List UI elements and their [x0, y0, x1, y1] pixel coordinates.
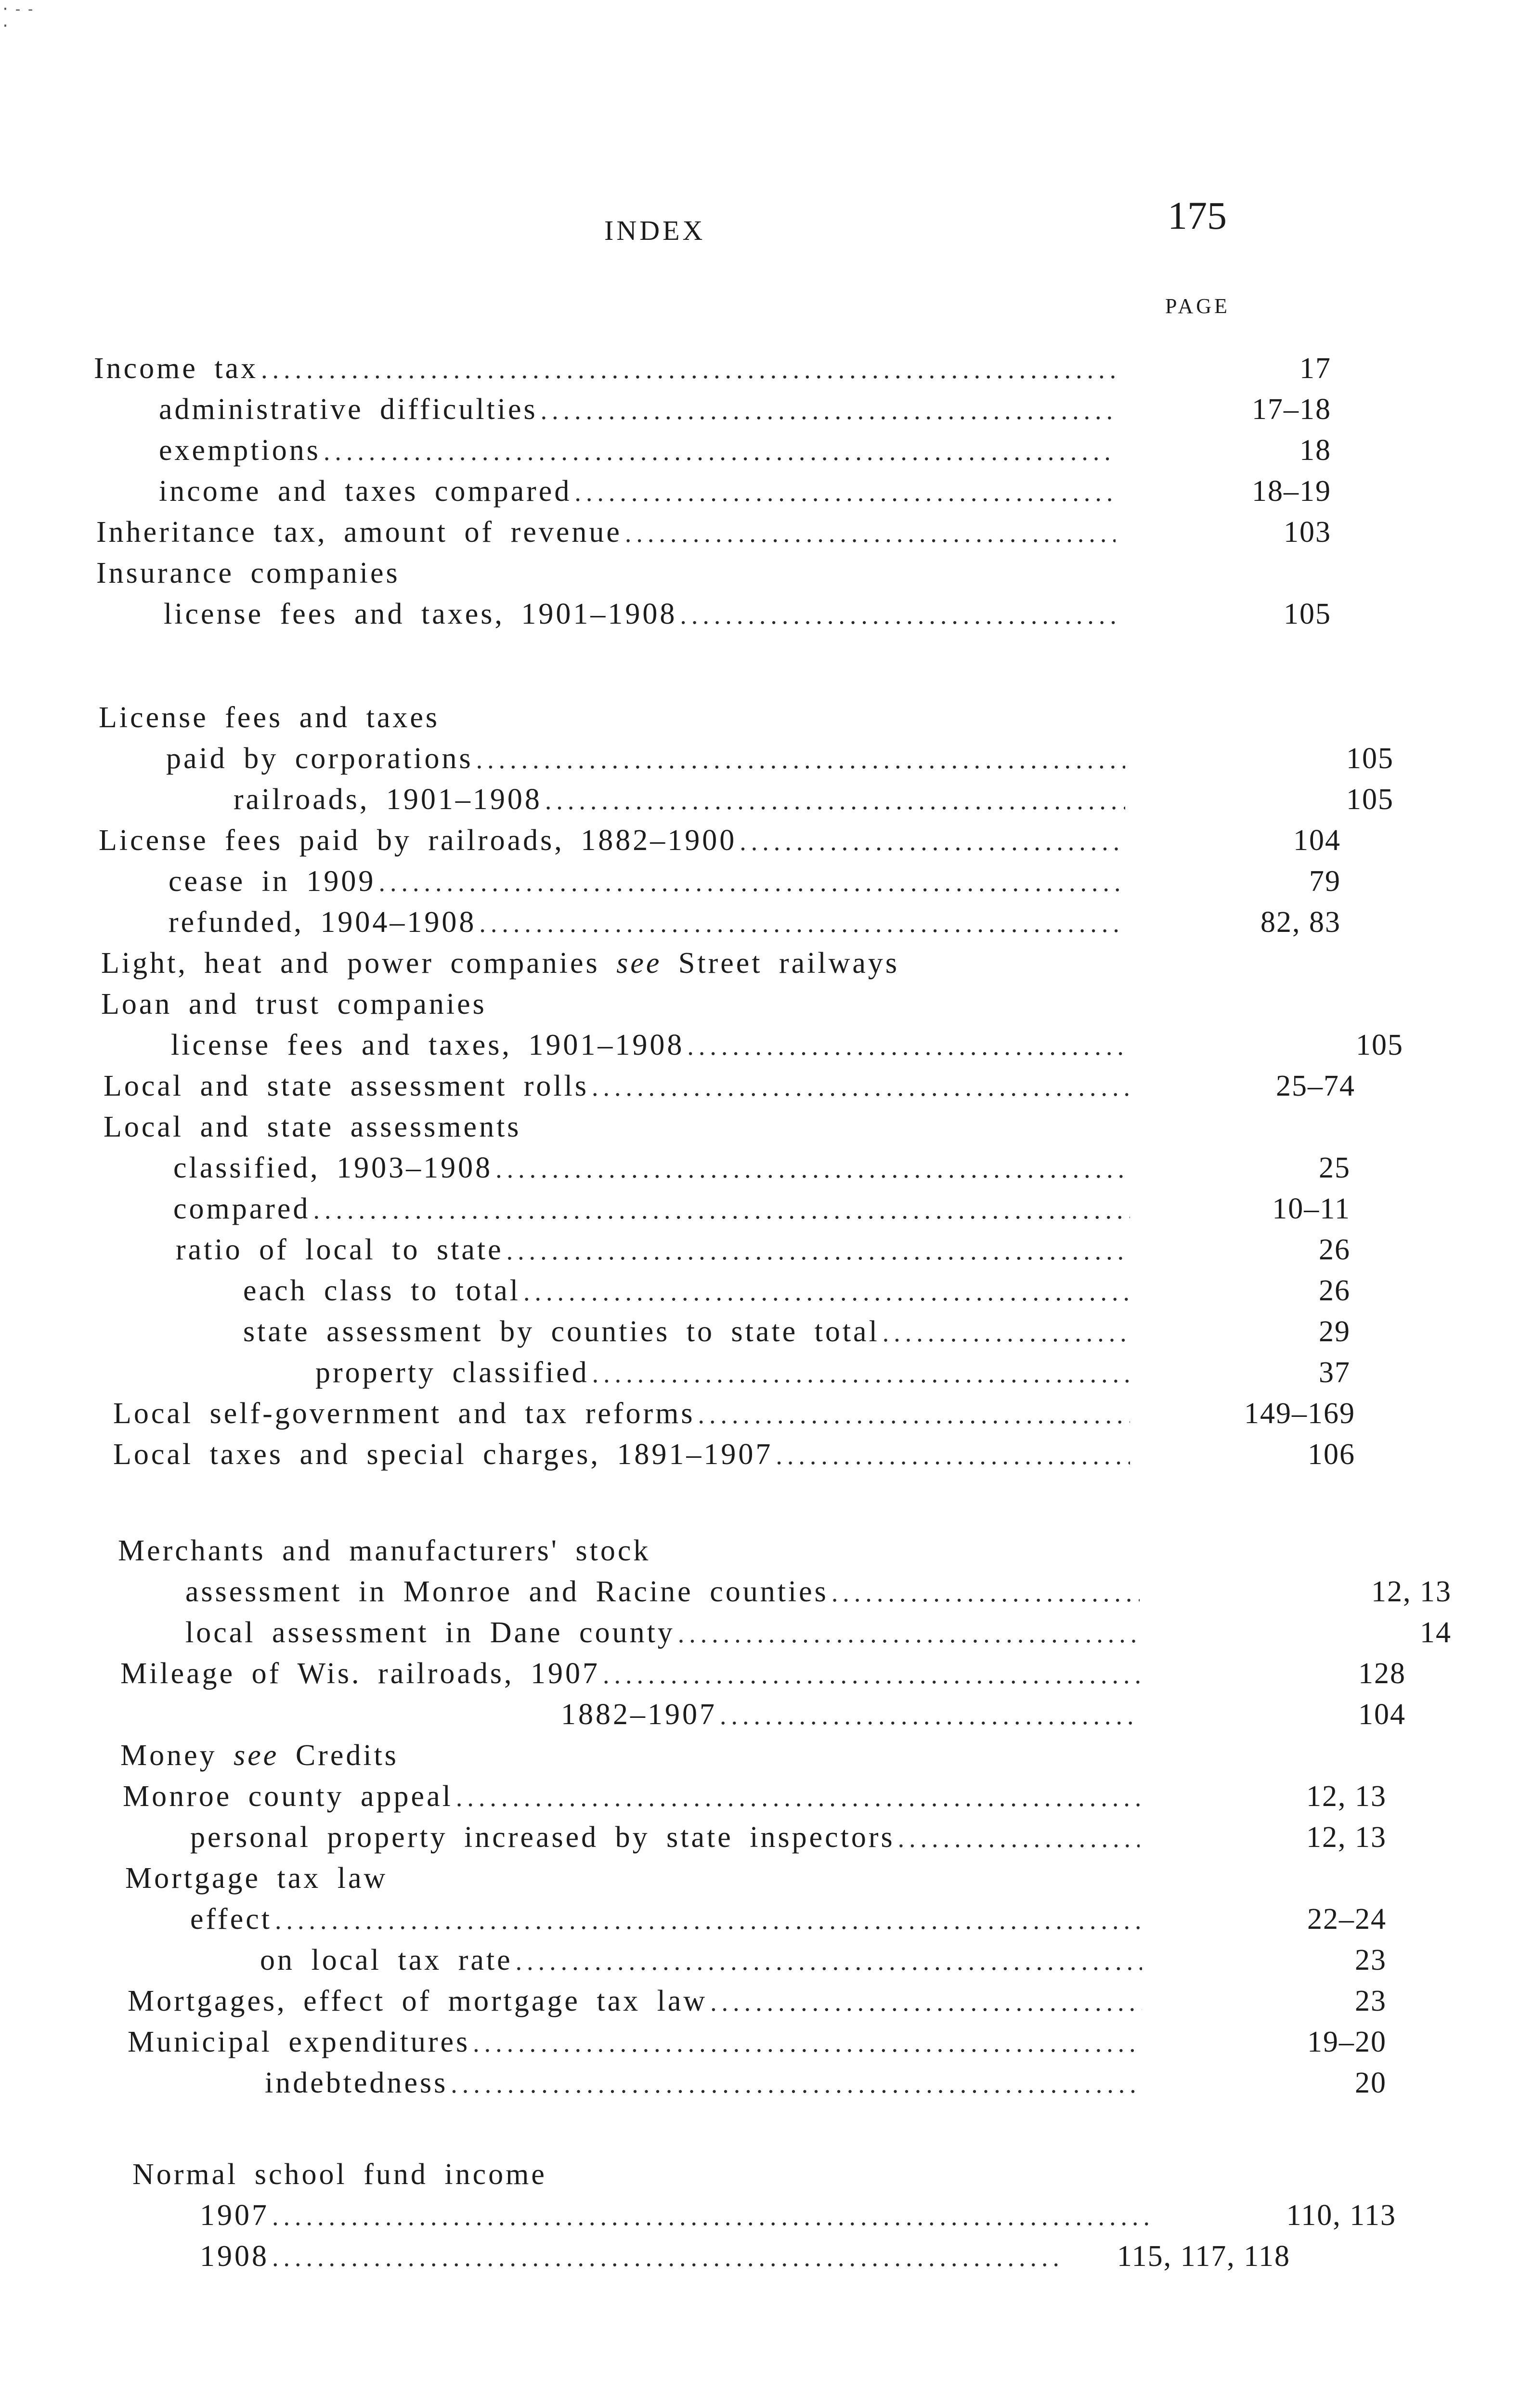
index-entry	[185, 1572, 1452, 1611]
entry-page: 17	[1299, 352, 1331, 385]
entry-page: 14	[1420, 1616, 1452, 1649]
index-entry	[120, 1736, 1148, 1775]
entry-page: 105	[1284, 598, 1331, 630]
dot-leader	[740, 822, 1125, 861]
index-entry	[200, 2237, 1290, 2276]
entry-text: local assessment in Dane county	[185, 1616, 675, 1649]
dot-leader	[831, 1573, 1140, 1612]
dot-leader	[313, 1191, 1130, 1229]
entry-text: license fees and taxes, 1901–1908	[171, 1029, 685, 1061]
index-entry	[176, 1230, 1351, 1269]
index-entry	[173, 1190, 1351, 1228]
entry-text: cease in 1909	[169, 865, 376, 898]
entry-text: Local self-government and tax reforms	[113, 1397, 695, 1430]
entry-text: Light, heat and power companies see Street railways	[101, 947, 900, 980]
entry-page: 25	[1319, 1152, 1351, 1184]
dot-leader	[883, 1313, 1130, 1352]
entry-text: ratio of local to state	[176, 1233, 504, 1266]
dot-leader	[625, 514, 1116, 552]
entry-page: 25–74	[1276, 1070, 1355, 1102]
corner-mark: ·--·	[1, 1, 39, 35]
entry-text: 1908	[200, 2240, 269, 2273]
dot-leader	[720, 1696, 1140, 1735]
dot-leader	[272, 2197, 1149, 2236]
entry-text: 1907	[200, 2199, 269, 2232]
dot-leader	[545, 781, 1125, 820]
entry-page: 18	[1299, 434, 1331, 467]
index-entry	[260, 1941, 1387, 1979]
entry-text: classified, 1903–1908	[173, 1152, 493, 1184]
index-entry	[96, 513, 1331, 551]
index-entry	[128, 2023, 1387, 2061]
entry-page: 29	[1319, 1315, 1351, 1348]
entry-page: 82, 83	[1260, 906, 1341, 939]
index-entry	[315, 1353, 1351, 1392]
dot-leader	[495, 1150, 1130, 1188]
index-entry	[118, 1531, 1148, 1570]
entry-text: compared	[173, 1192, 311, 1225]
entry-page: 105	[1346, 783, 1394, 816]
dot-leader	[476, 740, 1125, 779]
index-entry	[113, 1394, 1355, 1433]
dot-leader	[603, 1655, 1140, 1694]
entry-page: 10–11	[1272, 1192, 1351, 1225]
index-entry	[113, 1435, 1355, 1474]
index-entry	[243, 1271, 1351, 1310]
entry-text: Merchants and manufacturers' stock	[118, 1534, 651, 1567]
index-entry	[265, 2064, 1387, 2102]
dot-leader	[574, 473, 1116, 511]
entry-page: 103	[1284, 516, 1331, 549]
entry-page: 37	[1319, 1356, 1351, 1389]
index-entry	[104, 1108, 1139, 1146]
index-entry	[243, 1312, 1351, 1351]
dot-leader	[473, 2024, 1142, 2062]
dot-leader	[687, 1027, 1130, 1065]
entry-text: exemptions	[159, 434, 321, 467]
entry-page: 12, 13	[1306, 1780, 1387, 1813]
entry-page: 110, 113	[1286, 2199, 1396, 2232]
dot-leader	[776, 1436, 1130, 1475]
entry-text: each class to total	[243, 1274, 520, 1307]
entry-text: Municipal expenditures	[128, 2026, 470, 2058]
index-entry	[125, 1859, 1151, 1898]
entry-page: 20	[1355, 2067, 1387, 2099]
entry-text: indebtedness	[265, 2067, 448, 2099]
dot-leader	[698, 1395, 1130, 1434]
entry-text: assessment in Monroe and Racine counties	[185, 1575, 829, 1608]
index-entry	[132, 2155, 1158, 2194]
index-entry	[169, 862, 1341, 901]
dot-leader	[451, 2065, 1142, 2103]
page-number: 175	[1168, 194, 1227, 237]
running-head: INDEX	[604, 215, 706, 246]
dot-leader	[678, 1614, 1140, 1653]
entry-page: 106	[1308, 1438, 1355, 1471]
entry-text: effect	[190, 1903, 272, 1936]
entry-text: income and taxes compared	[159, 475, 572, 508]
index-entry	[169, 903, 1341, 942]
entry-text: 1882–1907	[561, 1698, 717, 1731]
entry-text: License fees paid by railroads, 1882–1900	[99, 824, 737, 857]
entry-page: 23	[1355, 1985, 1387, 2017]
dot-leader	[898, 1819, 1140, 1858]
index-entry	[104, 1067, 1355, 1105]
index-entry	[164, 595, 1331, 633]
entry-text: Income tax	[94, 352, 259, 385]
entry-text: Local and state assessment rolls	[104, 1070, 589, 1102]
entry-text: Insurance companies	[96, 557, 400, 589]
dot-leader	[592, 1068, 1130, 1106]
index-entry	[173, 1149, 1351, 1187]
entry-page: 12, 13	[1306, 1821, 1387, 1854]
entry-text: License fees and taxes	[99, 701, 440, 734]
entry-page: 105	[1346, 742, 1394, 775]
index-entry	[101, 985, 1136, 1023]
entry-text: Local and state assessments	[104, 1111, 521, 1143]
dot-leader	[507, 1231, 1130, 1270]
entry-text: Money see Credits	[120, 1739, 399, 1772]
index-entry	[166, 739, 1394, 778]
dot-leader	[710, 1983, 1142, 2021]
dot-leader	[479, 904, 1125, 942]
dot-leader	[541, 391, 1116, 430]
index-entry	[94, 349, 1331, 388]
entry-text: license fees and taxes, 1901–1908	[164, 598, 677, 630]
entry-text: state assessment by counties to state total	[243, 1315, 880, 1348]
index-entry	[561, 1695, 1406, 1734]
index-entry	[200, 2196, 1396, 2235]
entry-text: Monroe county appeal	[123, 1780, 453, 1813]
entry-page: 26	[1319, 1274, 1351, 1307]
index-entry	[190, 1900, 1387, 1938]
dot-leader	[516, 1942, 1142, 1980]
entry-text: Loan and trust companies	[101, 988, 487, 1021]
entry-page: 23	[1355, 1944, 1387, 1976]
dot-leader	[523, 1272, 1130, 1311]
entry-page: 115, 117, 118	[1117, 2240, 1290, 2273]
entry-page: 17–18	[1252, 393, 1331, 426]
entry-text: railroads, 1901–1908	[234, 783, 542, 816]
dot-leader	[456, 1778, 1140, 1817]
entry-text: Mortgages, effect of mortgage tax law	[128, 1985, 708, 2017]
index-entry	[96, 554, 1124, 592]
index-entry	[99, 698, 1134, 737]
index-entry	[123, 1777, 1387, 1816]
index-entry	[99, 821, 1341, 860]
dot-leader	[378, 863, 1125, 902]
entry-page: 19–20	[1307, 2026, 1387, 2058]
entry-text: Mortgage tax law	[125, 1862, 388, 1895]
dot-leader	[324, 432, 1116, 471]
entry-text: paid by corporations	[166, 742, 473, 775]
entry-page: 22–24	[1307, 1903, 1387, 1936]
entry-text: refunded, 1904–1908	[169, 906, 477, 939]
index-entry	[171, 1026, 1403, 1064]
index-entry	[185, 1613, 1452, 1652]
entry-page: 26	[1319, 1233, 1351, 1266]
index-entry	[101, 944, 1136, 982]
dot-leader	[275, 1901, 1142, 1939]
index-entry	[159, 431, 1331, 470]
entry-page: 128	[1358, 1657, 1406, 1690]
entry-page: 104	[1293, 824, 1341, 857]
index-entry	[128, 1982, 1387, 2020]
page-column-label: PAGE	[1165, 294, 1230, 318]
dot-leader	[261, 350, 1116, 389]
entry-text: property classified	[315, 1356, 589, 1389]
entry-text: personal property increased by state inspectors	[190, 1821, 895, 1854]
index-entry	[190, 1818, 1387, 1857]
dot-leader	[680, 596, 1116, 634]
entry-text: Mileage of Wis. railroads, 1907	[120, 1657, 600, 1690]
dot-leader	[592, 1354, 1130, 1393]
entry-page: 104	[1358, 1698, 1406, 1731]
index-entry	[120, 1654, 1406, 1693]
dot-leader	[272, 2238, 1058, 2277]
entry-page: 12, 13	[1371, 1575, 1452, 1608]
entry-page: 149–169	[1244, 1397, 1355, 1430]
entry-text: Normal school fund income	[132, 2158, 547, 2191]
entry-page: 79	[1309, 865, 1341, 898]
entry-text: Local taxes and special charges, 1891–1907	[113, 1438, 773, 1471]
index-entry	[159, 390, 1331, 429]
index-entry	[234, 780, 1394, 819]
index-entry	[159, 472, 1331, 510]
entry-text: administrative difficulties	[159, 393, 538, 426]
entry-text: Inheritance tax, amount of revenue	[96, 516, 622, 549]
entry-page: 105	[1356, 1029, 1403, 1061]
entry-text: on local tax rate	[260, 1944, 513, 1976]
entry-page: 18–19	[1252, 475, 1331, 508]
